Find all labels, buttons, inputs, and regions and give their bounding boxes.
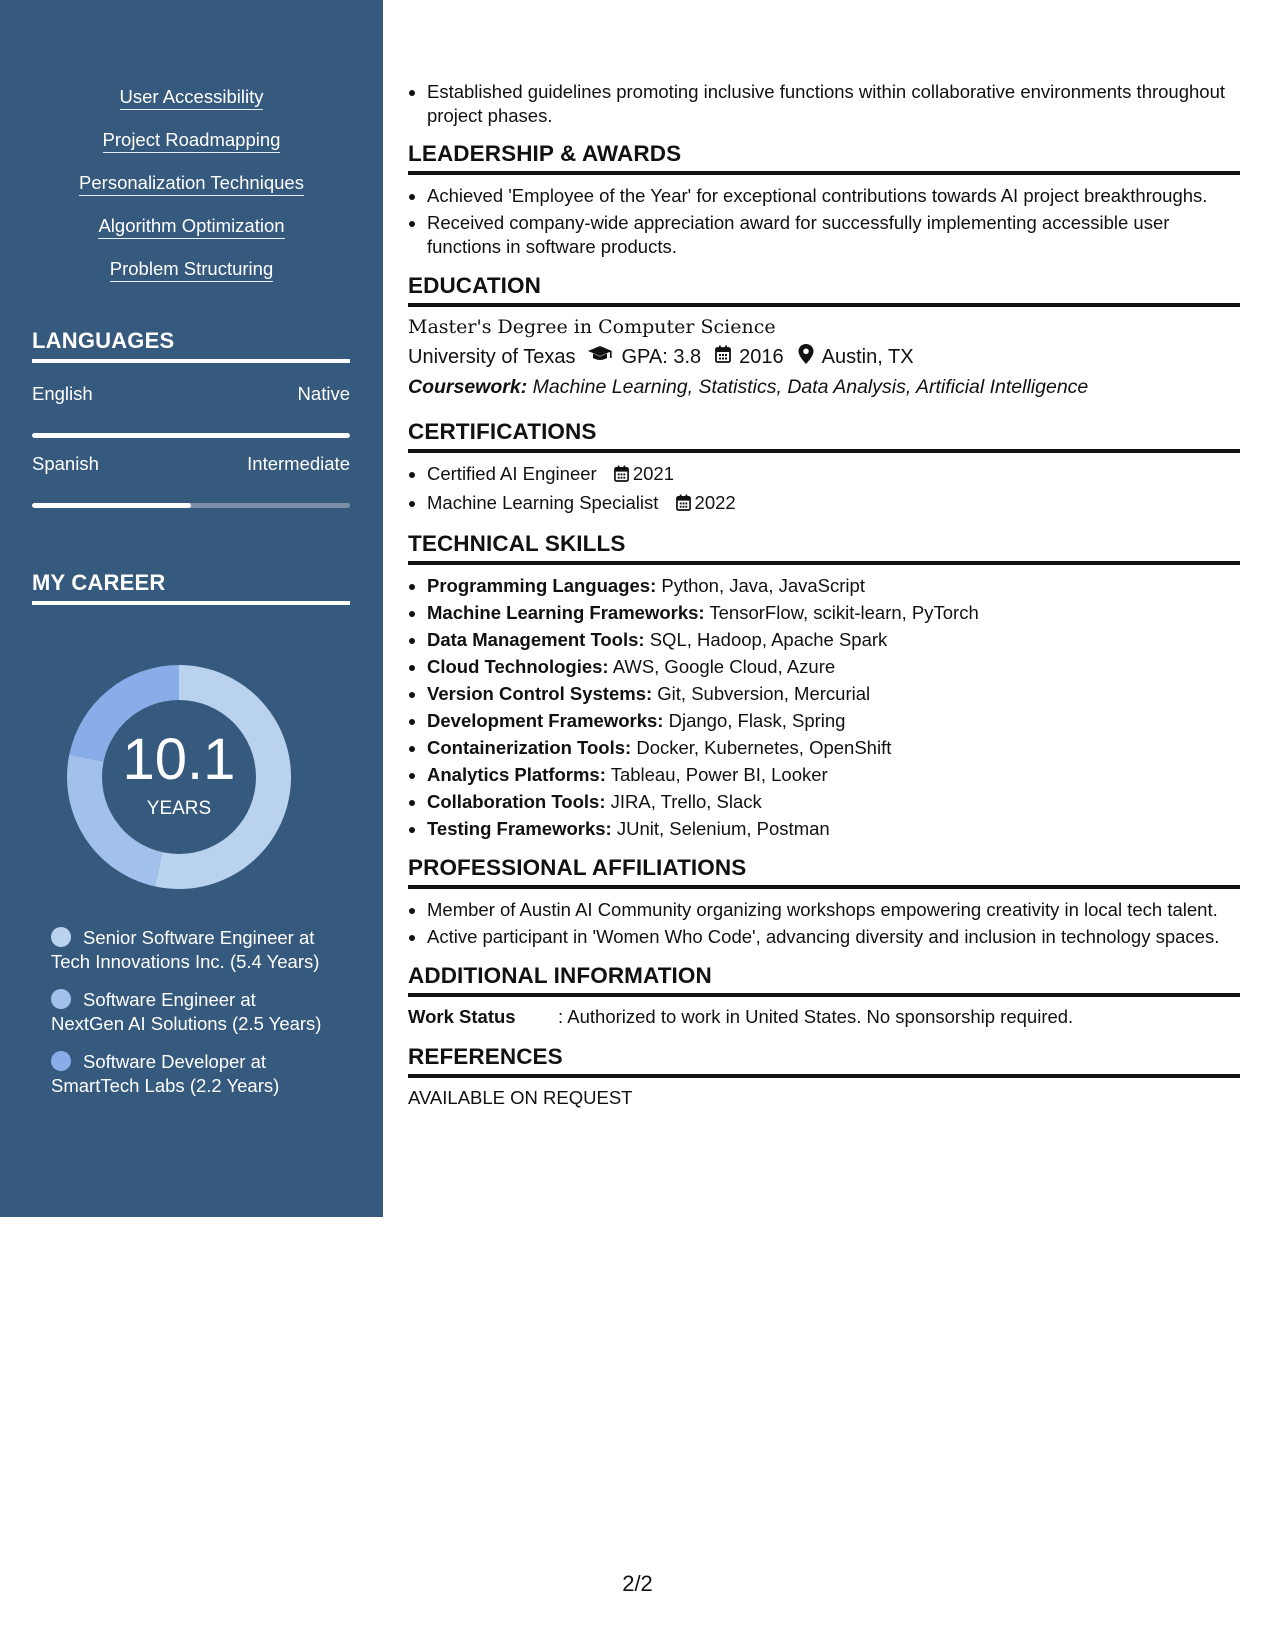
technical-skills-heading: TECHNICAL SKILLS (408, 531, 1240, 565)
skill-label: Analytics Platforms: (427, 764, 606, 785)
skill-row (427, 709, 1240, 733)
references-heading: REFERENCES (408, 1044, 1240, 1078)
career-company: SmartTech Labs (2.2 Years) (51, 1075, 280, 1096)
career-total-years: 10.1 (122, 727, 236, 792)
list-item: • Established guidelines promoting inclusive functions within collaborative environments throughout project phases. (427, 80, 1240, 128)
technical-skills-list (408, 574, 1240, 841)
languages-heading: LANGUAGES (32, 328, 350, 363)
career-company: Tech Innovations Inc. (5.4 Years) (51, 951, 320, 972)
skill-row (427, 763, 1240, 787)
skill-row (427, 628, 1240, 652)
career-company: NextGen AI Solutions (2.5 Years) (51, 1013, 322, 1034)
references-text: AVAILABLE ON REQUEST (408, 1087, 633, 1108)
additional-info-heading: ADDITIONAL INFORMATION (408, 963, 1240, 997)
affiliations-heading: PROFESSIONAL AFFILIATIONS (408, 855, 1240, 889)
calendar-icon (614, 464, 629, 488)
list-item: • Active participant in 'Women Who Code', advancing diversity and inclusion in technology spaces. (427, 925, 1240, 949)
skill-label: Programming Languages: (427, 575, 657, 596)
coursework-label: Coursework: (408, 376, 528, 398)
skill-row (427, 790, 1240, 814)
skill-label: Containerization Tools: (427, 737, 632, 758)
certification-item (427, 491, 1240, 517)
language-level: Intermediate (247, 453, 350, 474)
skill-value: SQL, Hadoop, Apache Spark (649, 629, 888, 650)
coursework-value: Machine Learning, Statistics, Data Analysis, Artificial Intelligence (532, 376, 1089, 398)
skill-value: TensorFlow, scikit-learn, PyTorch (709, 602, 979, 623)
certification-name: Certified AI Engineer (427, 463, 597, 484)
career-heading: MY CAREER (32, 570, 350, 605)
experience-continued-list (408, 80, 1240, 128)
location-pin-icon (798, 344, 814, 370)
language-bar-fill (32, 433, 350, 438)
skill-item: User Accessibility (120, 86, 264, 110)
skill-value: AWS, Google Cloud, Azure (612, 656, 836, 677)
language-row-spanish (32, 453, 350, 475)
skill-value: Git, Subversion, Mercurial (657, 683, 871, 704)
certification-item (427, 462, 1240, 488)
skill-value: JUnit, Selenium, Postman (616, 818, 830, 839)
skill-label: Testing Frameworks: (427, 818, 612, 839)
page-number: 2/2 (622, 1571, 653, 1596)
education-coursework (408, 376, 1240, 399)
career-legend (51, 926, 371, 1112)
skill-row (427, 574, 1240, 598)
skill-value: Tableau, Power BI, Looker (610, 764, 828, 785)
graduation-cap-icon (587, 345, 613, 369)
certification-year: 2022 (694, 492, 736, 513)
career-item (51, 988, 371, 1036)
career-donut-chart (66, 664, 292, 890)
skill-label: Machine Learning Frameworks: (427, 602, 705, 623)
certification-year: 2021 (632, 463, 674, 484)
skill-row (427, 601, 1240, 625)
certification-name: Machine Learning Specialist (427, 492, 659, 513)
sidebar (0, 0, 383, 1217)
skill-label: Collaboration Tools: (427, 791, 606, 812)
skill-value: JIRA, Trello, Slack (610, 791, 762, 812)
skill-label: Cloud Technologies: (427, 656, 609, 677)
skill-row (427, 655, 1240, 679)
career-title: Senior Software Engineer at (83, 927, 315, 948)
career-item (51, 1050, 371, 1098)
certifications-heading: CERTIFICATIONS (408, 419, 1240, 453)
skill-row (427, 736, 1240, 760)
skills-list (0, 86, 383, 301)
skill-label: Version Control Systems: (427, 683, 653, 704)
leadership-heading: LEADERSHIP & AWARDS (408, 141, 1240, 175)
work-status-value: : Authorized to work in United States. No sponsorship required. (558, 1006, 1074, 1027)
work-status-label: Work Status (408, 1006, 516, 1027)
language-bar-fill (32, 503, 191, 508)
education-heading: EDUCATION (408, 273, 1240, 307)
skill-item: Project Roadmapping (103, 129, 281, 153)
skill-label: Development Frameworks: (427, 710, 664, 731)
education-school: University of Texas (408, 345, 576, 368)
main-content (408, 80, 1240, 1109)
legend-dot-icon (51, 1051, 71, 1071)
language-name: Spanish (32, 453, 99, 474)
career-title: Software Engineer at (83, 989, 256, 1010)
career-title: Software Developer at (83, 1051, 267, 1072)
language-bar-english (32, 433, 350, 438)
list-item: • Achieved 'Employee of the Year' for exceptional contributions towards AI project breakthroughs. (427, 184, 1240, 208)
list-item: • Received company-wide appreciation award for successfully implementing accessible user functions in software products. (427, 211, 1240, 259)
skill-item: Problem Structuring (110, 258, 273, 282)
education-details (408, 344, 1240, 370)
education-year: 2016 (739, 345, 784, 368)
skill-item: Algorithm Optimization (98, 215, 284, 239)
education-degree: Master's Degree in Computer Science (408, 316, 776, 338)
list-item: • Member of Austin AI Community organizing workshops empowering creativity in local tech talent. (427, 898, 1240, 922)
language-name: English (32, 383, 93, 404)
career-item (51, 926, 371, 974)
education-location: Austin, TX (821, 345, 914, 368)
skill-value: Python, Java, JavaScript (661, 575, 865, 596)
work-status-row (408, 1006, 1240, 1028)
certifications-list (408, 462, 1240, 517)
skill-item: Personalization Techniques (79, 172, 304, 196)
skill-value: Docker, Kubernetes, OpenShift (636, 737, 892, 758)
language-row-english (32, 383, 350, 405)
legend-dot-icon (51, 989, 71, 1009)
skill-label: Data Management Tools: (427, 629, 645, 650)
language-level: Native (297, 383, 350, 404)
language-bar-spanish (32, 503, 350, 508)
leadership-list (408, 184, 1240, 259)
calendar-icon (715, 345, 731, 369)
legend-dot-icon (51, 927, 71, 947)
skill-row (427, 817, 1240, 841)
affiliations-list (408, 898, 1240, 949)
skill-row (427, 682, 1240, 706)
calendar-icon (676, 493, 691, 517)
career-years-label: YEARS (146, 798, 212, 819)
skill-value: Django, Flask, Spring (668, 710, 846, 731)
education-gpa: GPA: 3.8 (621, 345, 702, 368)
